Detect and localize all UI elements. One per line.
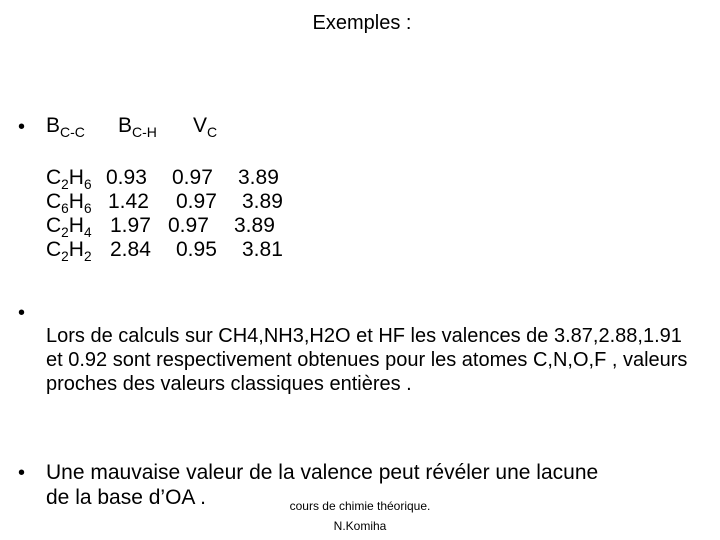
bullet-dot: • (18, 116, 26, 138)
credit (270, 496, 450, 536)
value-vc: 3.89 (238, 166, 279, 189)
header-b-ch-sub: C-H (132, 124, 157, 140)
value-vc: 3.89 (234, 214, 275, 237)
molecule-formula: $C_6H_6$ (46, 190, 92, 216)
header-b-ch (118, 114, 157, 138)
value-vc: 3.89 (242, 190, 283, 213)
table-row (46, 166, 283, 190)
header-v-c (193, 114, 217, 138)
header-v-sub: C (207, 124, 218, 140)
data-table (46, 166, 283, 262)
header-b-ch-symbol: B (118, 114, 133, 137)
value-bch: 0.97 (168, 214, 209, 237)
molecule-formula: $C_2H_2$ (46, 238, 92, 264)
credit-course: cours de chimie théorique. (289, 499, 431, 513)
molecule-formula: $C_2H_6$ (46, 166, 92, 192)
value-bcc: 1.97 (110, 214, 151, 237)
value-bch: 0.95 (176, 238, 217, 261)
table-row (46, 214, 283, 238)
page-title: Exemples : (312, 12, 412, 34)
table-row (46, 238, 283, 262)
header-b-cc (46, 114, 85, 138)
molecule-formula: $C_2H_4$ (46, 214, 92, 240)
table-row (46, 190, 283, 214)
header-b-cc-symbol: B (46, 114, 61, 137)
value-bch: 0.97 (172, 166, 213, 189)
value-bcc: 2.84 (110, 238, 151, 261)
credit-author: N.Komiha (333, 519, 387, 533)
paragraph-basis-line1: Une mauvaise valeur de la valence peut révéler une lacune (46, 461, 599, 484)
value-bch: 0.97 (176, 190, 217, 213)
paragraph-basis-line2: de la base d’OA . (46, 486, 206, 509)
header-b-cc-sub: C-C (60, 124, 85, 140)
bullet-dot: • (18, 462, 26, 484)
paragraph-valences: Lors de calculs sur CH4,NH3,H2O et HF les valences de 3.87,2.88,1.91 et 0.92 sont respectivement obtenues pour les atomes C,N,O,F , valeurs proches des valeurs classiques entières . (46, 325, 688, 395)
value-vc: 3.81 (242, 238, 283, 261)
value-bcc: 0.93 (106, 166, 147, 189)
header-v-symbol: V (193, 114, 208, 137)
bullet-dot: • (18, 302, 26, 324)
value-bcc: 1.42 (108, 190, 149, 213)
